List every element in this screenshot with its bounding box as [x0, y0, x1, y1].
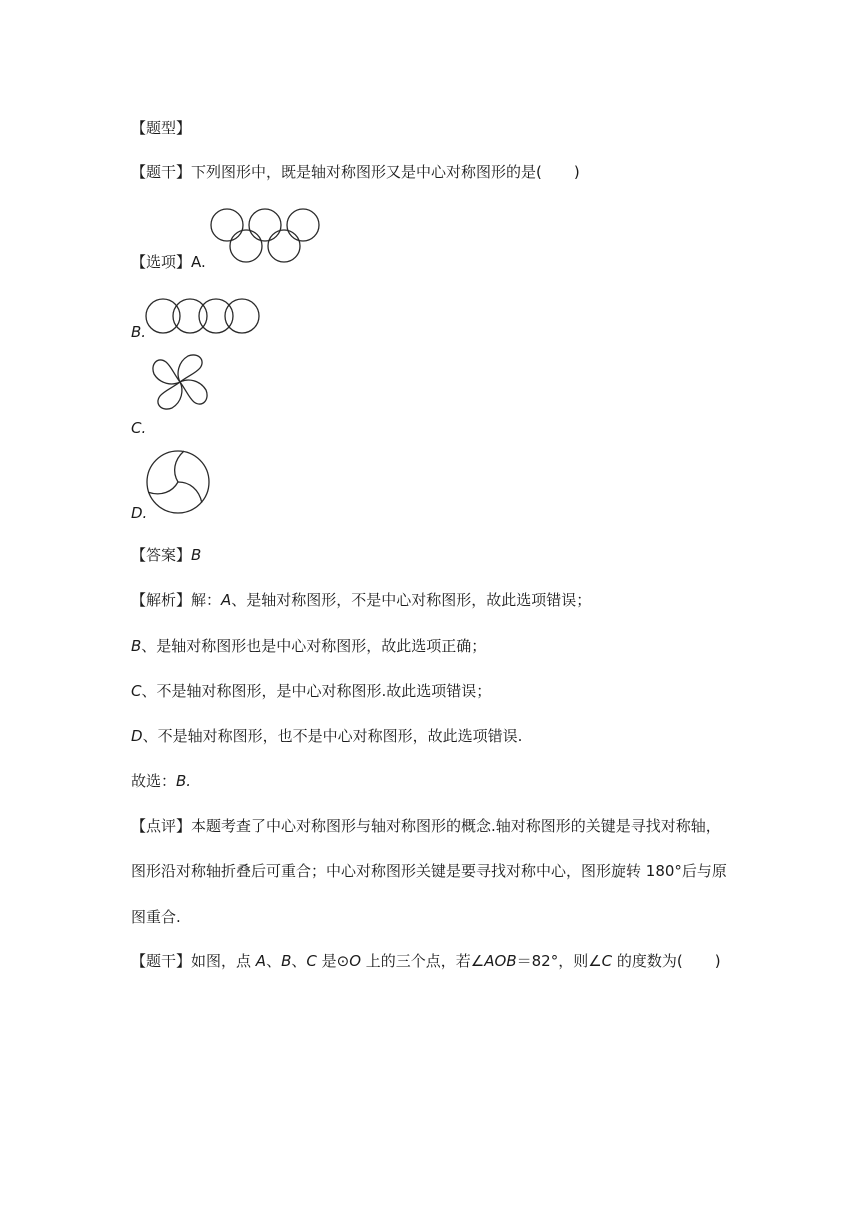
petal-2: [180, 380, 207, 404]
sep-2: 、: [291, 952, 307, 970]
stem-text: 下列图形中，既是轴对称图形又是中心对称图形的是(: [191, 163, 542, 181]
ring-1: [146, 299, 180, 333]
answer-value: B: [191, 546, 202, 564]
stem2-part3: 上的三个点，若∠: [361, 952, 485, 970]
answer-line: [131, 545, 201, 565]
ring-bottom-1: [230, 230, 262, 262]
option-c-label: [131, 418, 146, 438]
question-type-label: [131, 118, 191, 138]
angle-aob: AOB: [484, 952, 517, 970]
analysis-letter-a: A: [221, 591, 232, 609]
option-d-circle-blades-figure: [144, 448, 212, 516]
sep-1: 、: [266, 952, 282, 970]
stem-tag: 【题干】: [131, 163, 192, 181]
analysis-line-b: [131, 636, 486, 656]
analysis-text-c: 、不是轴对称图形，是中心对称图形.故此选项错误；: [141, 682, 492, 700]
analysis-text-b: 、是轴对称图形也是中心对称图形，故此选项正确；: [141, 637, 487, 655]
blade-1: [175, 451, 184, 482]
point-a: A: [255, 952, 267, 970]
comment-tag: 【点评】: [131, 817, 192, 835]
option-a-olympic-rings-figure: [208, 205, 326, 267]
petal-3: [158, 382, 182, 409]
stem2-paren-close: ): [714, 952, 721, 970]
comment-text-3: 图重合.: [131, 908, 181, 926]
answer-tag: 【答案】: [131, 546, 192, 564]
question-2-stem: [131, 951, 721, 971]
ring-top-2: [249, 209, 281, 241]
analysis-text-a: 、是轴对称图形，不是中心对称图形，故此选项错误；: [231, 591, 592, 609]
comment-line-1: [131, 816, 721, 836]
stem-paren-close: ): [573, 163, 580, 181]
comment-line-2: [131, 861, 727, 881]
stem2-part4: ＝82°，则∠: [516, 952, 602, 970]
angle-c: C: [601, 952, 613, 970]
petal-1: [178, 355, 202, 382]
circle-o: O: [349, 952, 362, 970]
comment-line-3: [131, 907, 181, 927]
analysis-line-a: [131, 590, 591, 610]
ring-2: [173, 299, 207, 333]
choose-lead: 故选：: [131, 772, 177, 790]
blade-3: [148, 477, 180, 501]
option-a-letter: A.: [191, 253, 206, 271]
type-tag: 【题型】: [131, 119, 192, 137]
option-d-letter: D.: [131, 504, 148, 522]
point-c: C: [306, 952, 317, 970]
stem2-part1: 如图，点: [191, 952, 256, 970]
analysis-lead: 解：: [191, 591, 222, 609]
ring-3: [199, 299, 233, 333]
analysis-line-c: [131, 681, 491, 701]
choose-value: B.: [176, 772, 192, 790]
ring-top-1: [211, 209, 243, 241]
stem2-part2: 是⊙: [316, 952, 350, 970]
analysis-letter-b: B: [131, 637, 142, 655]
stem-tag-2: 【题干】: [131, 952, 192, 970]
option-c-pinwheel-figure: [138, 350, 222, 414]
option-c-letter: C.: [131, 419, 147, 437]
option-b-letter: B.: [131, 323, 147, 341]
analysis-text-d: 、不是轴对称图形，也不是中心对称图形，故此选项错误.: [142, 727, 523, 745]
blade-2: [175, 479, 207, 503]
question-1-stem: [131, 162, 580, 182]
option-d-label: [131, 503, 147, 523]
petal-4: [153, 360, 180, 384]
analysis-letter-d: D: [131, 727, 143, 745]
ring-4: [225, 299, 259, 333]
ring-top-3: [287, 209, 319, 241]
ring-bottom-2: [268, 230, 300, 262]
option-b-label: [131, 322, 146, 342]
stem2-part5: 的度数为(: [612, 952, 683, 970]
options-tag: 【选项】: [131, 253, 192, 271]
comment-text-2: 图形沿对称轴折叠后可重合；中心对称图形关键是要寻找对称中心，图形旋转 180°后与原: [131, 862, 727, 880]
point-b: B: [281, 952, 292, 970]
option-a-label: [131, 252, 206, 272]
comment-text-1: 本题考查了中心对称图形与轴对称图形的概念.轴对称图形的关键是寻找对称轴，: [191, 817, 721, 835]
choose-line: [131, 771, 191, 791]
analysis-line-d: [131, 726, 522, 746]
option-b-four-rings-figure: [144, 296, 262, 336]
analysis-letter-c: C: [131, 682, 142, 700]
analysis-tag: 【解析】: [131, 591, 192, 609]
